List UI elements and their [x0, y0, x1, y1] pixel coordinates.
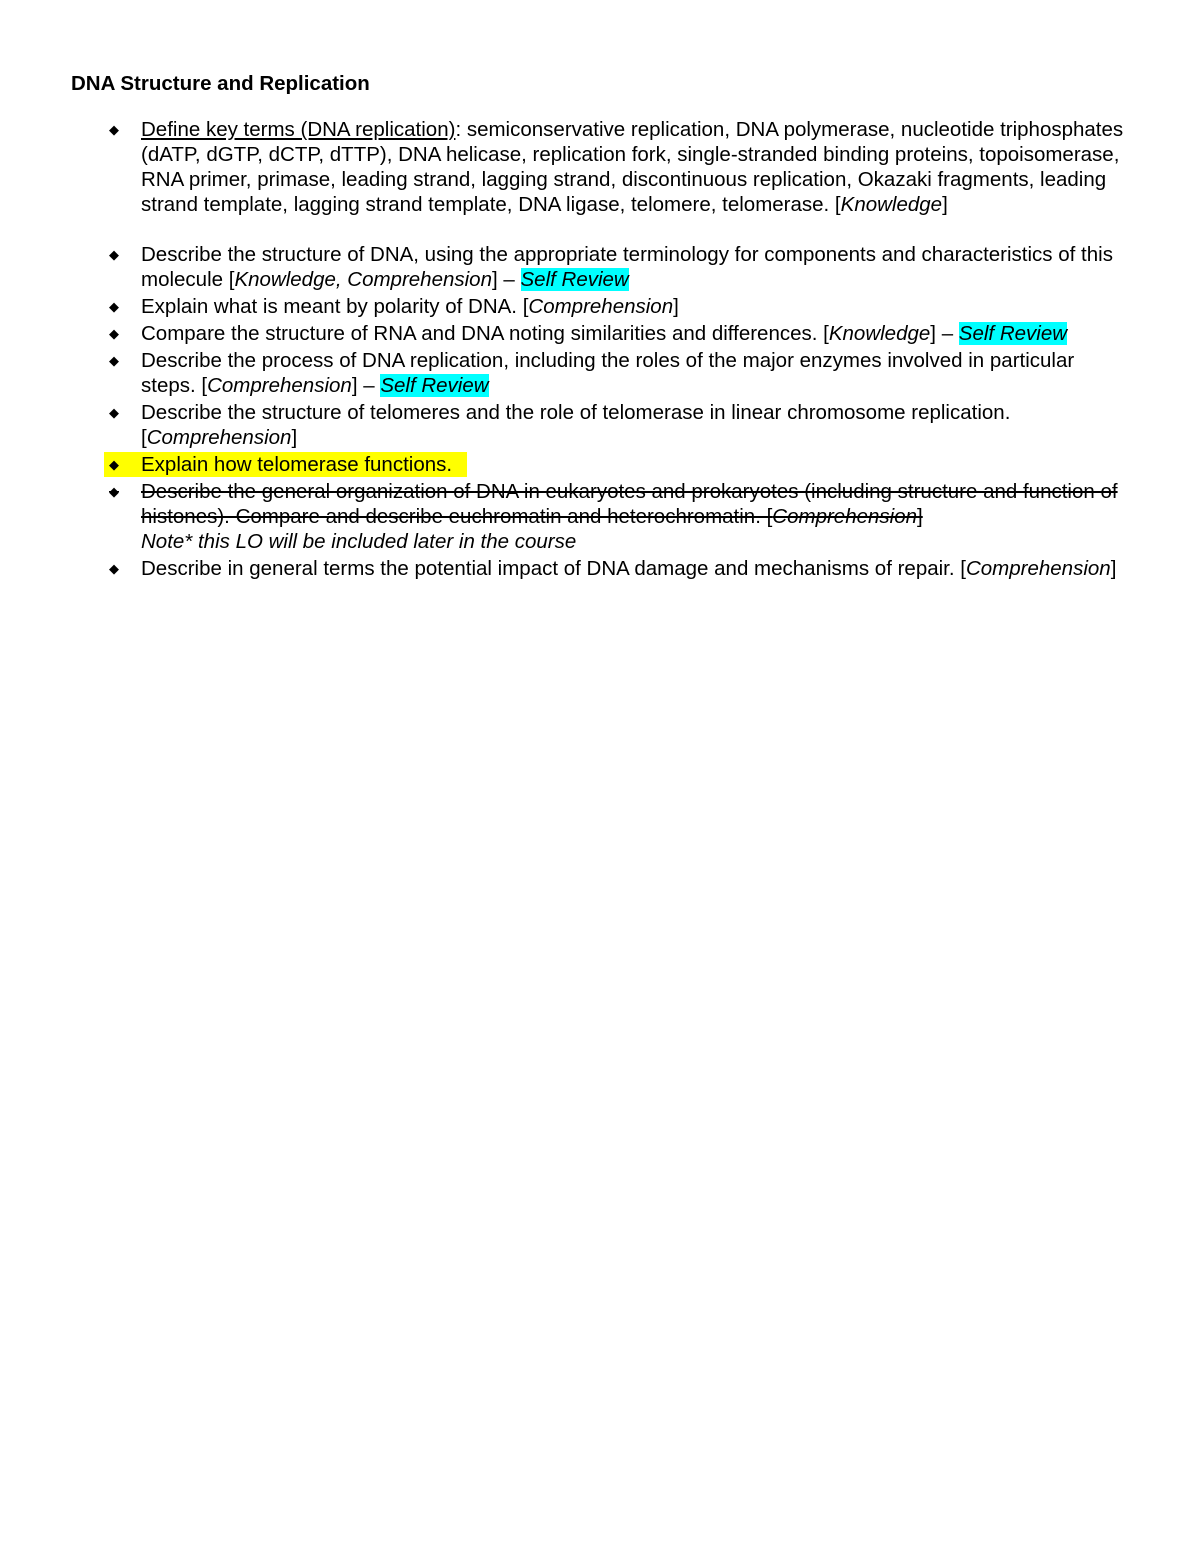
cognitive-level: Knowledge — [828, 322, 931, 345]
bullet-icon: ◆ — [109, 405, 119, 420]
cognitive-level: Comprehension — [528, 295, 674, 318]
bullet-icon: ◆ — [109, 561, 119, 576]
item-close: ] – — [930, 322, 959, 345]
list-item-dna-replication-process — [0, 348, 1200, 398]
self-review-tag: Self Review — [520, 268, 629, 291]
bullet-icon: ◆ — [109, 353, 119, 368]
item-close: ] — [917, 505, 923, 528]
bullet-icon: ◆ — [109, 122, 119, 137]
cognitive-level: Knowledge, Comprehension — [234, 268, 492, 291]
item-close: ] – — [351, 374, 381, 397]
key-terms-heading: Define key terms (DNA replication) — [141, 118, 456, 141]
list-item-dna-polarity — [0, 294, 1200, 319]
bullet-icon: ◆ — [109, 484, 119, 499]
cognitive-level: Comprehension — [146, 426, 292, 449]
list-item-telomerase-function — [0, 452, 1200, 477]
self-review-tag: Self Review — [958, 322, 1068, 345]
bullet-icon: ◆ — [109, 457, 119, 472]
self-review-tag: Self Review — [380, 374, 489, 397]
item-close: ] — [673, 295, 679, 318]
cognitive-level: Comprehension — [965, 557, 1111, 580]
learning-objectives-list — [0, 117, 1200, 581]
list-item-define-key-terms — [0, 117, 1200, 217]
item-text: Compare the structure of RNA and DNA noting similarities and differences. [ — [141, 322, 829, 345]
bullet-icon: ◆ — [109, 247, 119, 262]
cognitive-level: Comprehension — [772, 505, 918, 528]
item-text: Describe the structure of DNA, using the appropriate terminology for components and characteristics of this molecule [ — [141, 243, 1113, 291]
list-item-telomeres — [0, 400, 1200, 450]
item-close: ] — [291, 426, 298, 449]
list-item-dna-damage-repair — [0, 556, 1200, 581]
page-title: DNA Structure and Replication — [71, 72, 370, 95]
item-text: Describe the general organization of DNA in eukaryotes and prokaryotes (including structure and function of histones). Compare and describe euchromatin and heterochromatin. [ — [141, 480, 1118, 528]
item-close: ] — [1110, 557, 1117, 580]
cognitive-level: Knowledge — [840, 193, 943, 216]
item-text: Describe the process of DNA replication, including the roles of the major enzymes involved in particular steps. [ — [141, 349, 1075, 397]
item-close: ] — [942, 193, 948, 216]
item-text: Describe the structure of telomeres and the role of telomerase in linear chromosome replication. [ — [141, 401, 1011, 449]
bullet-icon: ◆ — [109, 326, 119, 341]
list-item-dna-structure — [0, 242, 1200, 292]
item-text: : semiconservative replication, DNA polymerase, nucleotide triphosphates (dATP, dGTP, dCTP, dTTP), DNA helicase, replication fork, single-stranded binding proteins, topoisomerase, RNA primer, primase, leading strand, lagging strand, discontinuous replication, Okazaki fragments, leading strand template, lagging strand template, DNA ligase, telomere, telomerase. [ — [141, 118, 1124, 216]
course-note: Note* this LO will be included later in the course — [141, 530, 577, 553]
list-item-dna-organization-struck — [0, 479, 1200, 554]
bullet-icon: ◆ — [109, 299, 119, 314]
cognitive-level: Comprehension — [207, 374, 352, 397]
item-close: ] – — [492, 268, 521, 291]
list-item-rna-vs-dna — [0, 321, 1200, 346]
item-text: Explain what is meant by polarity of DNA. [ — [141, 295, 529, 318]
item-text: Explain how telomerase functions. — [141, 453, 453, 476]
item-text: Describe in general terms the potential impact of DNA damage and mechanisms of repair. [ — [141, 557, 966, 580]
